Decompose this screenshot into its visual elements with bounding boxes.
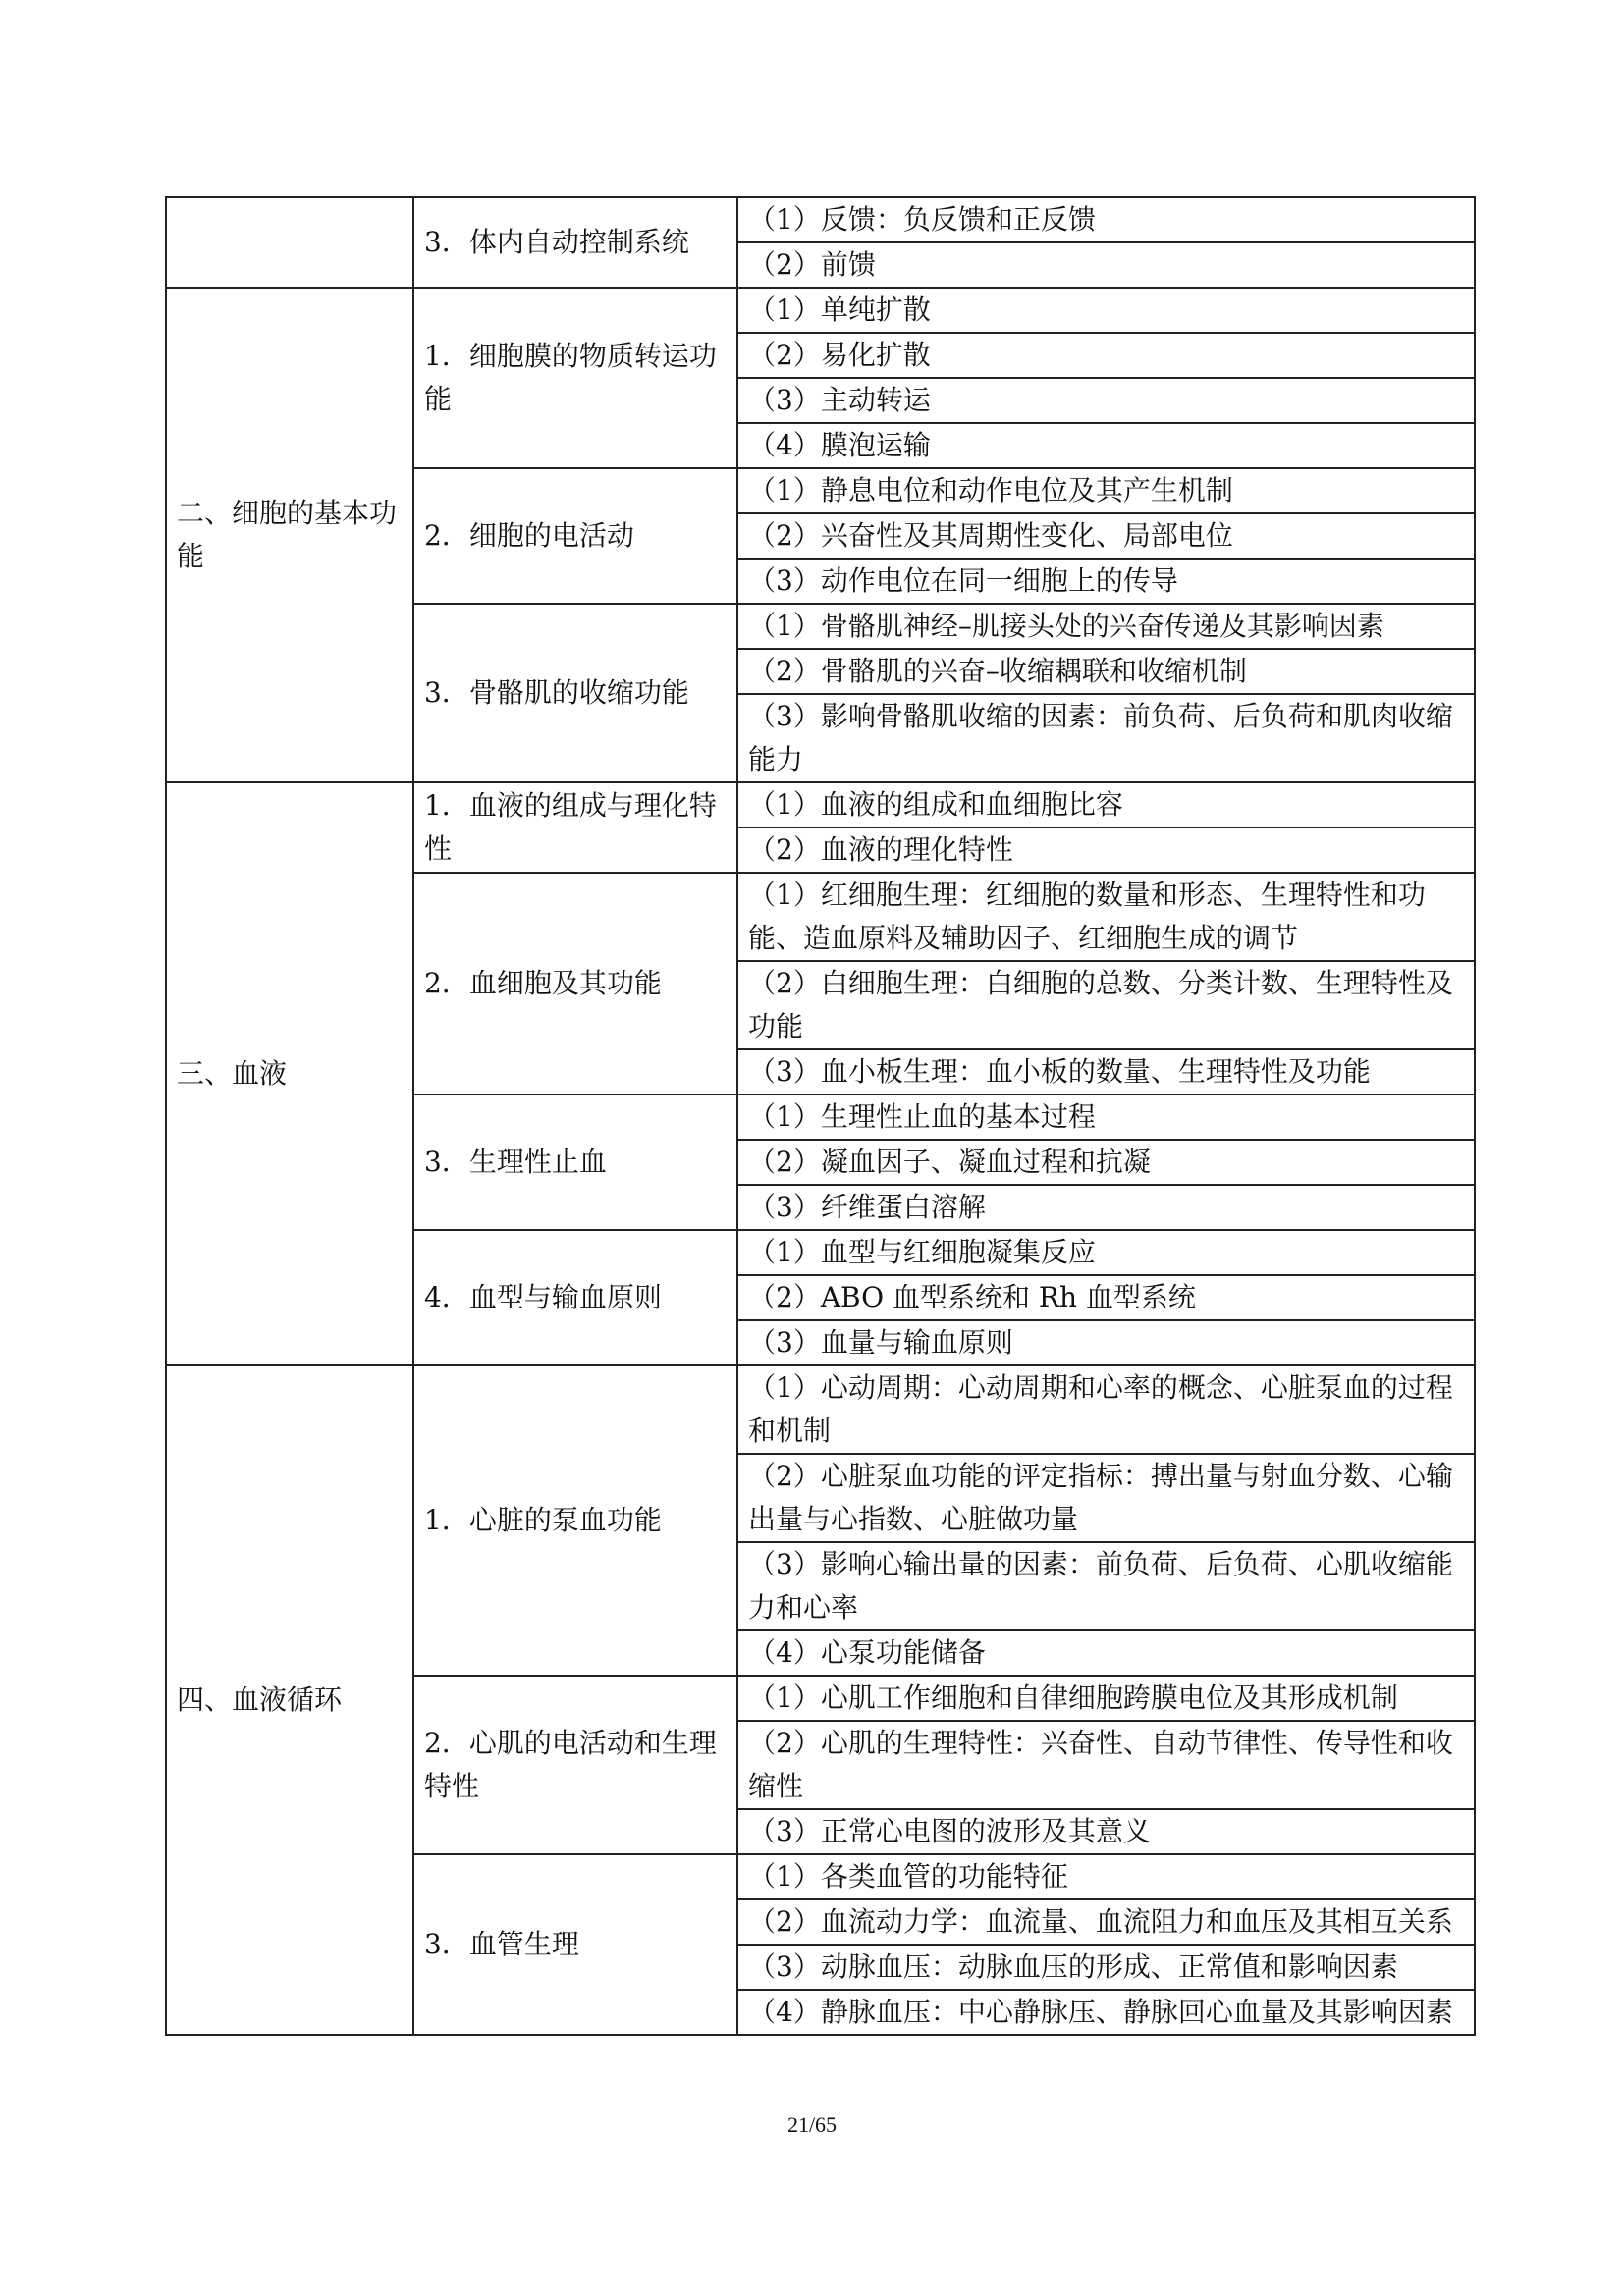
sub-item: （3）主动转运 bbox=[737, 378, 1475, 423]
section-title: 三、血液 bbox=[166, 782, 413, 1365]
unit-title: 3．骨骼肌的收缩功能 bbox=[413, 604, 737, 782]
section-title: 四、血液循环 bbox=[166, 1365, 413, 2035]
sub-item: （1）静息电位和动作电位及其产生机制 bbox=[737, 468, 1475, 513]
sub-item: （3）影响心输出量的因素：前负荷、后负荷、心肌收缩能力和心率 bbox=[737, 1542, 1475, 1630]
unit-title: 3．生理性止血 bbox=[413, 1095, 737, 1230]
sub-item: （2）骨骼肌的兴奋–收缩耦联和收缩机制 bbox=[737, 649, 1475, 694]
unit-title: 2．细胞的电活动 bbox=[413, 468, 737, 604]
table-row bbox=[166, 197, 1475, 242]
sub-item: （1）各类血管的功能特征 bbox=[737, 1854, 1475, 1899]
sub-item: （2）白细胞生理：白细胞的总数、分类计数、生理特性及功能 bbox=[737, 961, 1475, 1049]
sub-item: （1）红细胞生理：红细胞的数量和形态、生理特性和功能、造血原料及辅助因子、红细胞生成的调节 bbox=[737, 873, 1475, 961]
table-row bbox=[166, 782, 1475, 828]
sub-item: （1）血液的组成和血细胞比容 bbox=[737, 782, 1475, 828]
sub-item: （3）动脉血压：动脉血压的形成、正常值和影响因素 bbox=[737, 1945, 1475, 1990]
page-number: 21/65 bbox=[786, 2112, 838, 2137]
unit-title: 1．细胞膜的物质转运功能 bbox=[413, 288, 737, 468]
sub-item: （2）心脏泵血功能的评定指标：搏出量与射血分数、心输出量与心指数、心脏做功量 bbox=[737, 1454, 1475, 1542]
sub-item: （2）ABO 血型系统和 Rh 血型系统 bbox=[737, 1275, 1475, 1320]
sub-item: （1）单纯扩散 bbox=[737, 288, 1475, 333]
table-row bbox=[166, 1365, 1475, 1454]
sub-item: （2）凝血因子、凝血过程和抗凝 bbox=[737, 1140, 1475, 1185]
sub-item: （3）血小板生理：血小板的数量、生理特性及功能 bbox=[737, 1049, 1475, 1095]
unit-title: 1．血液的组成与理化特性 bbox=[413, 782, 737, 873]
unit-title: 4．血型与输血原则 bbox=[413, 1230, 737, 1365]
unit-title: 1．心脏的泵血功能 bbox=[413, 1365, 737, 1676]
sub-item: （2）血液的理化特性 bbox=[737, 828, 1475, 873]
section-title: 二、细胞的基本功能 bbox=[166, 288, 413, 782]
sub-item: （3）纤维蛋白溶解 bbox=[737, 1185, 1475, 1230]
sub-item: （3）正常心电图的波形及其意义 bbox=[737, 1809, 1475, 1854]
unit-title: 3．体内自动控制系统 bbox=[413, 197, 737, 288]
sub-item: （4）静脉血压：中心静脉压、静脉回心血量及其影响因素 bbox=[737, 1990, 1475, 2035]
sub-item: （1）心肌工作细胞和自律细胞跨膜电位及其形成机制 bbox=[737, 1676, 1475, 1721]
sub-item: （1）反馈：负反馈和正反馈 bbox=[737, 197, 1475, 242]
sub-item: （2）前馈 bbox=[737, 242, 1475, 288]
unit-title: 2．血细胞及其功能 bbox=[413, 873, 737, 1095]
section-title bbox=[166, 197, 413, 288]
sub-item: （1）生理性止血的基本过程 bbox=[737, 1095, 1475, 1140]
sub-item: （1）心动周期：心动周期和心率的概念、心脏泵血的过程和机制 bbox=[737, 1365, 1475, 1454]
sub-item: （2）心肌的生理特性：兴奋性、自动节律性、传导性和收缩性 bbox=[737, 1721, 1475, 1809]
table-row bbox=[166, 288, 1475, 333]
sub-item: （1）血型与红细胞凝集反应 bbox=[737, 1230, 1475, 1275]
sub-item: （4）心泵功能储备 bbox=[737, 1630, 1475, 1676]
sub-item: （4）膜泡运输 bbox=[737, 423, 1475, 468]
sub-item: （3）影响骨骼肌收缩的因素：前负荷、后负荷和肌肉收缩能力 bbox=[737, 694, 1475, 782]
sub-item: （2）血流动力学：血流量、血流阻力和血压及其相互关系 bbox=[737, 1899, 1475, 1945]
sub-item: （2）兴奋性及其周期性变化、局部电位 bbox=[737, 513, 1475, 559]
syllabus-table bbox=[165, 196, 1476, 2036]
sub-item: （1）骨骼肌神经–肌接头处的兴奋传递及其影响因素 bbox=[737, 604, 1475, 649]
unit-title: 2．心肌的电活动和生理特性 bbox=[413, 1676, 737, 1854]
unit-title: 3．血管生理 bbox=[413, 1854, 737, 2035]
sub-item: （2）易化扩散 bbox=[737, 333, 1475, 378]
sub-item: （3）血量与输血原则 bbox=[737, 1320, 1475, 1365]
sub-item: （3）动作电位在同一细胞上的传导 bbox=[737, 559, 1475, 604]
